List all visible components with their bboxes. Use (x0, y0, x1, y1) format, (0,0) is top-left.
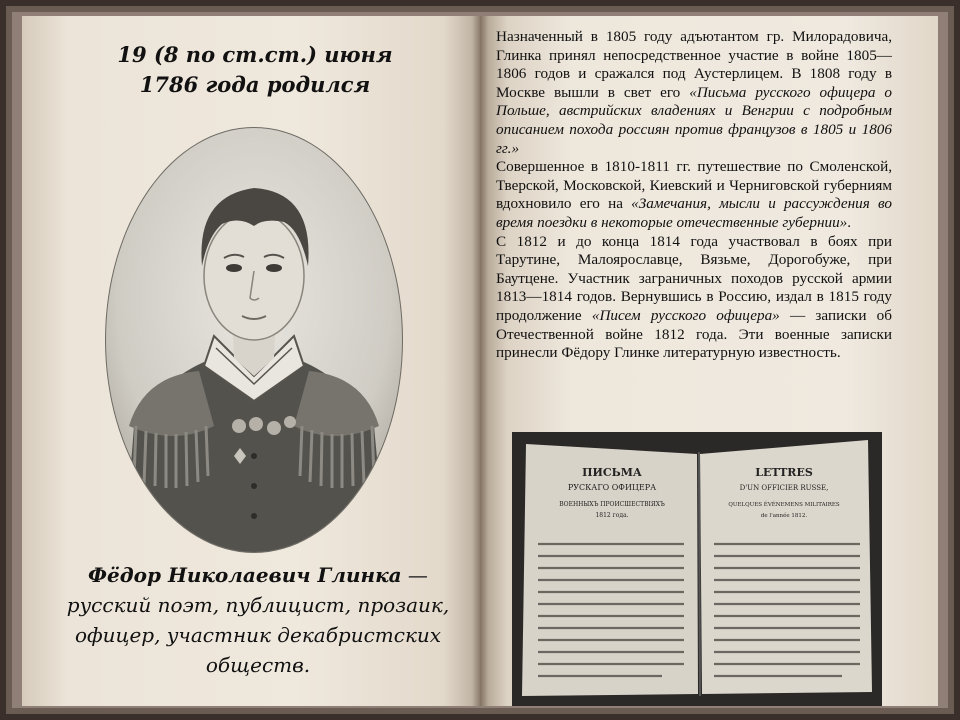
photo-right-year: de l'année 1812. (760, 513, 808, 519)
photo-left-title-1: ПИСЬМА (582, 466, 642, 479)
photo-left-year: 1812 года. (595, 512, 629, 519)
person-name: Фёдор Николаевич Глинка (88, 563, 402, 587)
caption-dash: — (401, 563, 428, 587)
paragraph-3 (496, 233, 892, 363)
paragraph-2-text: Совершенное в 1810-1811 гг. путешествие по Смоленской, Тверской, Московской, Киевский и Черниговской губерниям вдохновило его на (496, 158, 892, 213)
paragraph-1 (496, 28, 892, 158)
book-title-3: «Писем русского офицера» (591, 306, 780, 324)
paragraph-2-end: . (847, 213, 852, 231)
photo-left-title-2: РУСКАГО ОФИЦЕРА (567, 483, 657, 492)
book-title-2: «Замечания, мысли и рассуждения во время поездки в некоторые отечественные губернии» (496, 195, 892, 231)
photo-right-title-1: LETTRES (755, 466, 813, 479)
portrait-caption (58, 560, 458, 680)
biography-text (496, 28, 892, 363)
book-gutter (472, 16, 488, 706)
person-description: русский поэт, публицист, прозаик, офицер, участник декабристских обществ. (66, 593, 450, 677)
book-title-1: «Письма русского офицера о Польше, австрийских владениях и Венгрии с подробным описанием похода россиян против французов в 1805 и 1806 гг.» (496, 83, 892, 157)
paragraph-3-text: С 1812 и до конца 1814 года участвовал в боях при Тарутине, Малоярославце, Вязьме, Дорогобуже, при Баутцене. Участник заграничных походов русской армии 1813—1814 годов. Вернувшись в Россию, издал в 1815 году продолжение (496, 232, 892, 324)
photo-left-title-3: ВОЕННЫХЪ ПРОИСШЕСТВІЯХЪ (559, 501, 665, 508)
paragraph-3-end: — записки об Отечественной войне 1812 года. Эти военные записки принесли Фёдору Глинке литературную известность. (496, 306, 892, 362)
birth-date-heading (70, 40, 440, 100)
birth-line-1: 19 (8 по ст.ст.) июня (117, 42, 393, 67)
paragraph-2 (496, 158, 892, 232)
book-photo (512, 432, 882, 706)
photo-right-title-3: QUELQUES ÉVÉNEMENS MILITAIRES (728, 502, 840, 508)
photo-right-title-2: D'UN OFFICIER RUSSE, (739, 484, 829, 492)
paragraph-1-text: Назначенный в 1805 году адъютантом гр. Милорадовича, Глинка принял непосредственное участие в войне 1805— 1806 годов и сражался под Аустерлицем. В 1808 году в Москве вышли в свет его (496, 28, 892, 101)
birth-line-2: 1786 года родился (139, 72, 371, 97)
portrait-engraving (104, 126, 404, 554)
